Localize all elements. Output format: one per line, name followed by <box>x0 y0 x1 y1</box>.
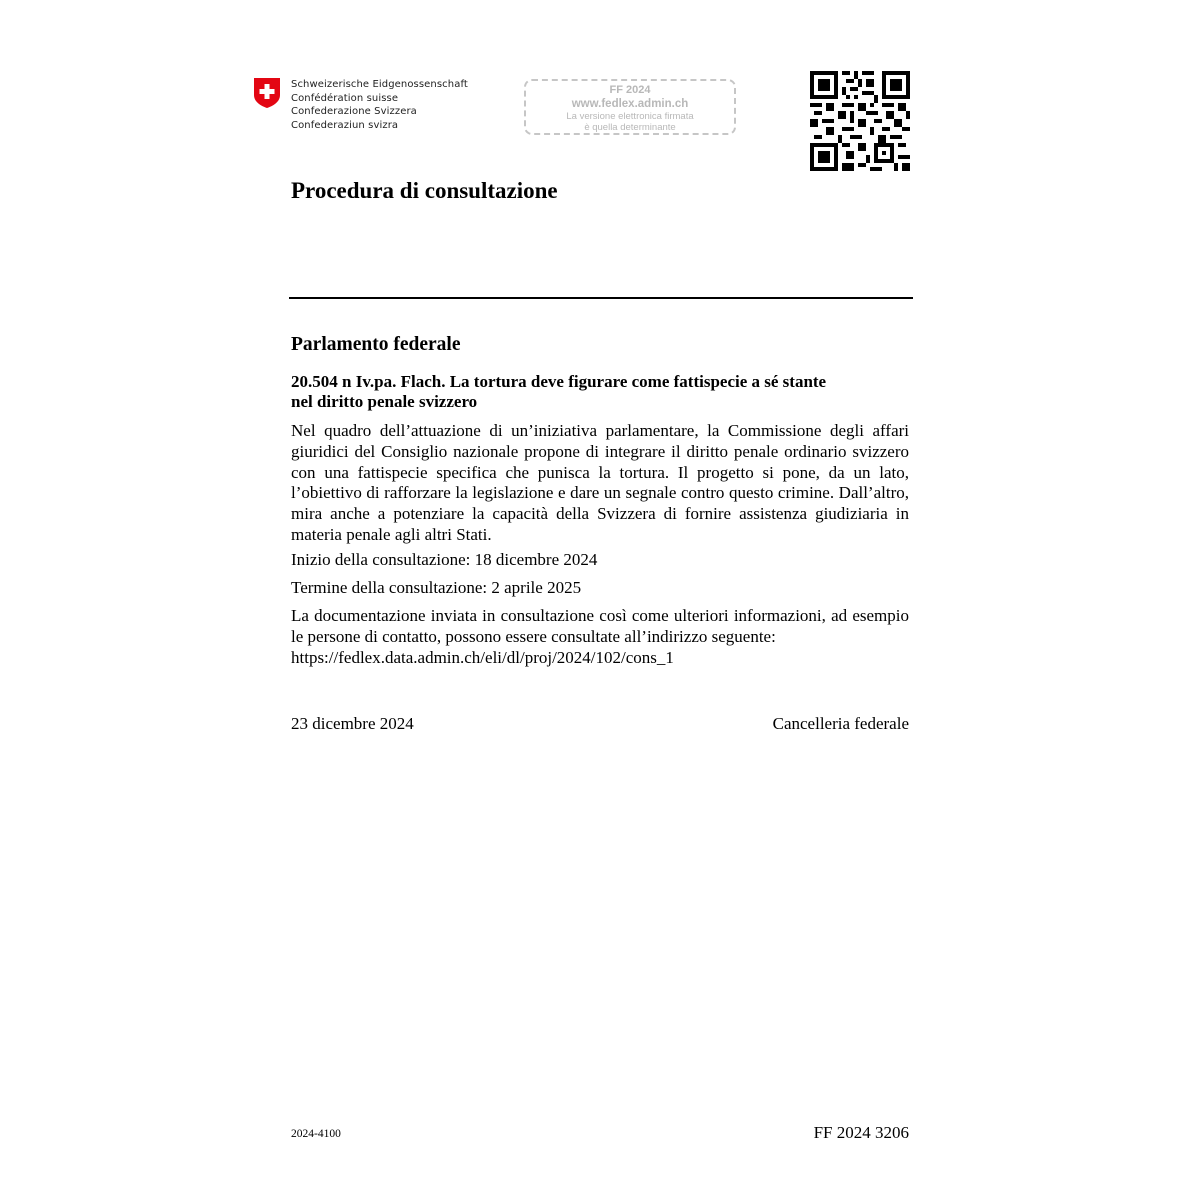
document-title: Procedura di consultazione <box>291 178 558 203</box>
confederation-line-fr: Confédération suisse <box>291 92 399 104</box>
item-title <box>291 372 911 412</box>
description-paragraph: Nel quadro dell’attuazione di un’iniziativa parlamentare, la Commissione degli affari giuridici del Consiglio nazionale propone di integrare il diritto penale ordinario svizzero con una fattispecie specifica che punisca la tortura. Il progetto si pone, da un lato, l’obiettivo di rafforzare la legislazione e dare un segnale contro questo crimine. Dall’altro, mira anche a potenziare la capacità della Svizzera di fornire assistenza giudiziaria in materia penale agli altri Stati. <box>291 421 909 544</box>
electronic-version-stamp <box>524 79 736 135</box>
qr-code-icon <box>810 71 910 171</box>
consultation-end: Termine della consultazione: 2 aprile 2025 <box>291 578 582 597</box>
item-title-line-2: nel diritto penale svizzero <box>291 392 478 411</box>
swiss-cross-shield-icon <box>253 77 281 109</box>
consultation-start: Inizio della consultazione: 18 dicembre 2024 <box>291 550 598 569</box>
confederation-names <box>291 78 468 132</box>
stamp-line-3: La versione elettronica firmata <box>566 111 694 122</box>
official-reference: FF 2024 3206 <box>813 1123 909 1142</box>
stamp-line-1: FF 2024 <box>609 84 651 96</box>
confederation-line-it: Confederazione Svizzera <box>291 106 417 117</box>
title-divider <box>289 297 913 299</box>
stamp-line-4: è quella determinante <box>584 122 676 133</box>
section-title: Parlamento federale <box>291 334 461 355</box>
stamp-line-2: www.fedlex.admin.ch <box>571 98 689 110</box>
consultation-link[interactable]: https://fedlex.data.admin.ch/eli/dl/proj/2024/102/cons_1 <box>291 647 674 667</box>
item-title-line-1: 20.504 n Iv.pa. Flach. La tortura deve figurare come fattispecie a sé stante <box>291 372 827 391</box>
publication-date: 23 dicembre 2024 <box>291 714 414 733</box>
documentation-text: La documentazione inviata in consultazione così come ulteriori informazioni, ad esempio le persone di contatto, possono essere consultate all’indirizzo seguente: <box>291 606 909 646</box>
issuing-authority: Cancelleria federale <box>772 714 909 733</box>
confederation-line-de: Schweizerische Eidgenossenschaft <box>291 79 468 90</box>
document-number: 2024-4100 <box>291 1128 341 1140</box>
confederation-line-rm: Confederaziun svizra <box>291 119 399 131</box>
documentation-paragraph <box>291 606 909 668</box>
